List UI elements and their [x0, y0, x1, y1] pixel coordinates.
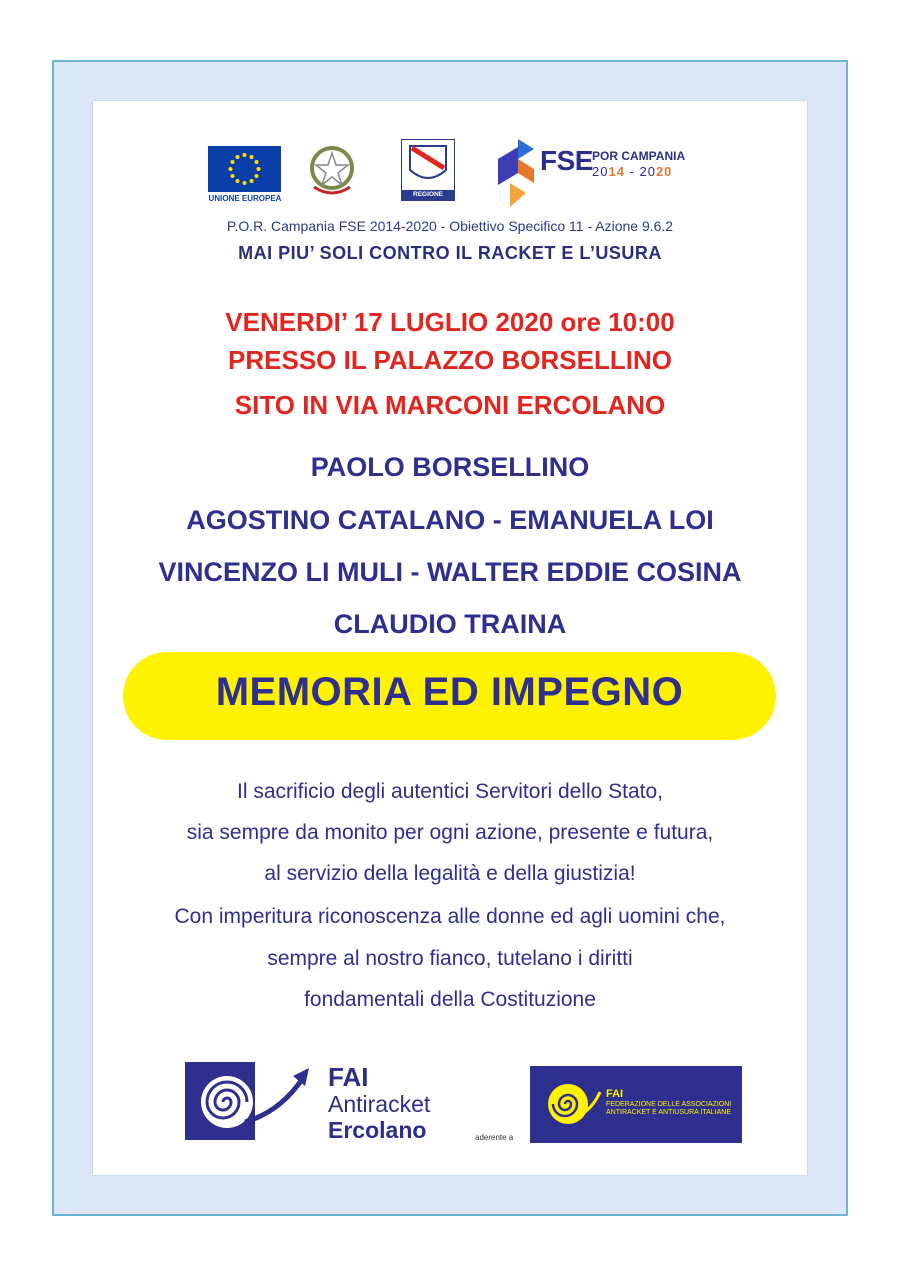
fai-ercolano: Ercolano: [328, 1117, 427, 1143]
regione-campania-logo: [401, 139, 455, 208]
fse-years-a: 20: [592, 164, 609, 179]
fai-federation-subtitle: FEDERAZIONE DELLE ASSOCIAZIONI ANTIRACKET E ANTIUSURA ITALIANE: [606, 1101, 732, 1116]
name-line: CLAUDIO TRAINA: [333, 609, 567, 639]
fse-title: FSE: [540, 145, 593, 176]
name-line: AGOSTINO CATALANO - EMANUELA LOI: [186, 505, 714, 535]
body-line: Il sacrificio degli autentici Servitori dello Stato,: [236, 780, 664, 803]
body-line: Con imperitura riconoscenza alle donne ed agli uomini che,: [174, 905, 726, 928]
eu-flag-icon: [208, 146, 281, 192]
event-address: SITO IN VIA MARCONI ERCOLANO: [234, 390, 666, 420]
fse-cube-icon: [496, 139, 536, 209]
aderente-label: aderente a: [475, 1133, 514, 1142]
regione-caption: REGIONE CAMPANIA: [402, 190, 454, 200]
body-line: sempre al nostro fianco, tutelano i diritti: [267, 947, 633, 970]
por-line: P.O.R. Campania FSE 2014-2020 - Obiettivo Specifico 11 - Azione 9.6.2: [226, 218, 674, 234]
campaign-title: MAI PIU’ SOLI CONTRO IL RACKET E L’USURA: [238, 243, 662, 263]
fse-years-d: 20: [655, 164, 673, 179]
fse-years: [592, 164, 672, 179]
fai-antiracket: Antiracket: [328, 1091, 431, 1117]
fai-federation-title: FAI: [606, 1088, 624, 1100]
eu-caption: UNIONE EUROPEA: [208, 194, 282, 203]
fse-years-b: 14: [608, 164, 625, 179]
fse-por: POR CAMPANIA: [592, 149, 686, 163]
memoria-banner-text: MEMORIA ED IMPEGNO: [215, 670, 684, 714]
fai-title: FAI: [328, 1062, 369, 1092]
fai-spiral-icon: [185, 1062, 311, 1140]
event-date: VENERDI’ 17 LUGLIO 2020 ore 10:00: [225, 307, 675, 337]
body-line: sia sempre da monito per ogni azione, presente e futura,: [186, 821, 714, 844]
body-line: al servizio della legalità e della giustizia!: [264, 862, 636, 885]
event-place: PRESSO IL PALAZZO BORSELLINO: [228, 345, 672, 375]
name-line: PAOLO BORSELLINO: [310, 452, 590, 482]
italian-republic-emblem-icon: [306, 143, 358, 199]
fse-years-c: - 20: [624, 164, 656, 179]
name-line: VINCENZO LI MULI - WALTER EDDIE COSINA: [158, 557, 742, 587]
body-line: fondamentali della Costituzione: [304, 988, 596, 1011]
